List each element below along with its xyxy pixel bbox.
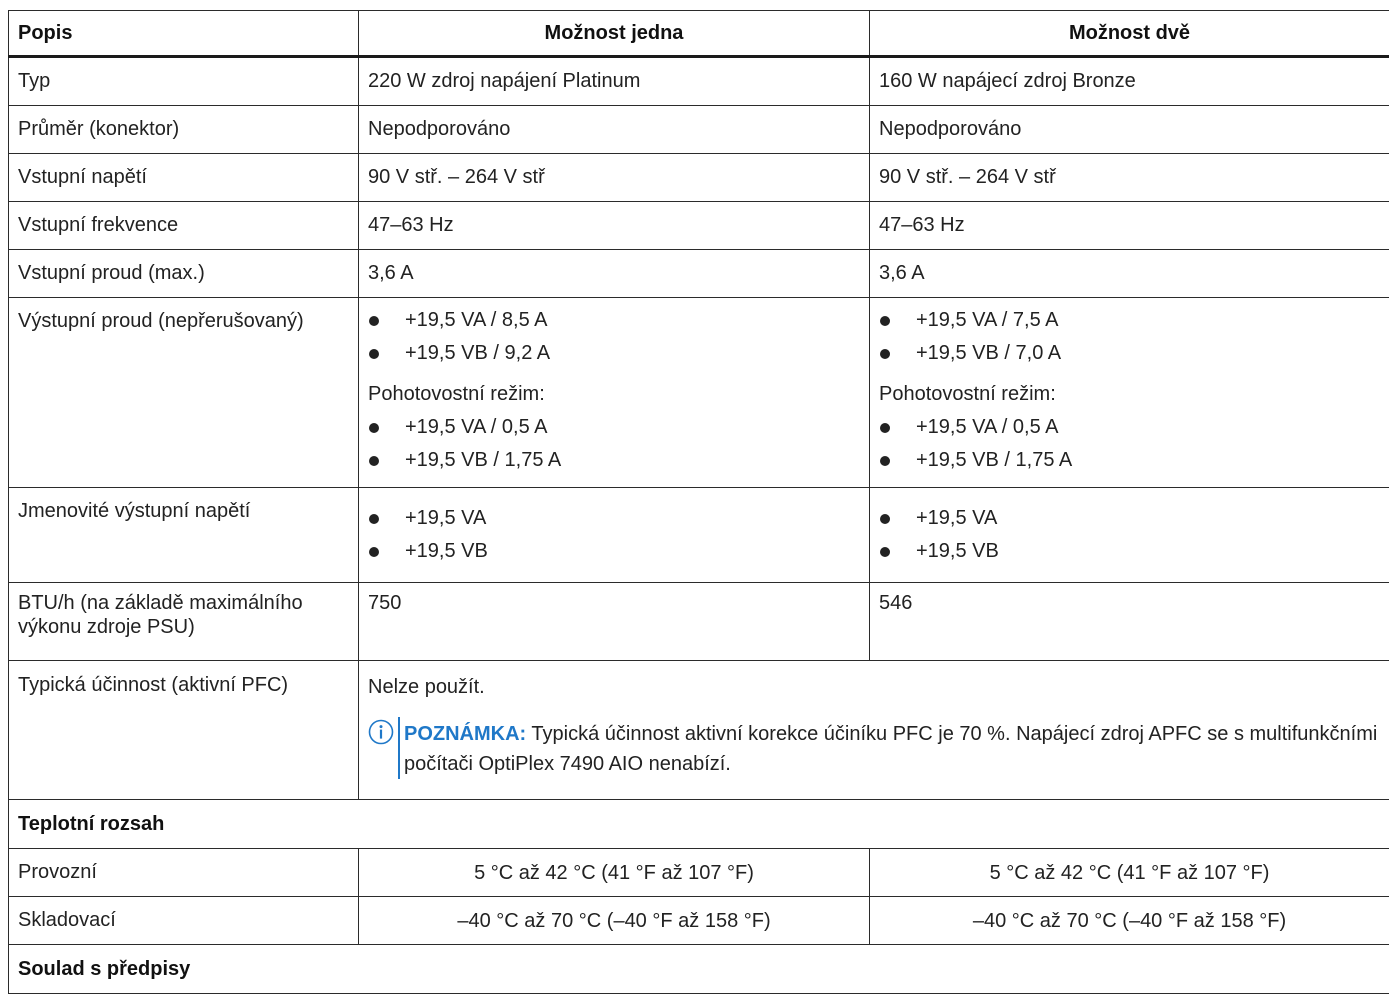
bullet-icon: [369, 349, 379, 359]
list-item: +19,5 VB / 1,75 A: [368, 444, 860, 477]
row-label-output-current: Výstupní proud (nepřerušovaný): [9, 298, 359, 488]
efficiency-value: Nelze použít.: [368, 675, 1380, 699]
table-row: [9, 897, 1389, 945]
standby-label: Pohotovostní režim:: [879, 378, 1380, 411]
cell-type-option-one: 220 W zdroj napájení Platinum: [359, 57, 870, 106]
bullet-icon: [369, 456, 379, 466]
row-label-input-current: Vstupní proud (max.): [9, 250, 359, 298]
row-label-connector: Průměr (konektor): [9, 106, 359, 154]
bullet-icon: [880, 423, 890, 433]
row-label-operating: Provozní: [9, 849, 359, 897]
table-row: [9, 800, 1389, 849]
cell-output-current-option-two: [870, 298, 1389, 488]
list-item: +19,5 VA: [879, 502, 1380, 535]
table-row: [9, 202, 1389, 250]
cell-connector-option-one: Nepodporováno: [359, 106, 870, 154]
bullet-icon: [369, 547, 379, 557]
cell-btu-option-two: 546: [870, 583, 1389, 661]
table-header-row: [9, 11, 1389, 57]
standby-label: Pohotovostní režim:: [368, 378, 860, 411]
cell-type-option-two: 160 W napájecí zdroj Bronze: [870, 57, 1389, 106]
output-current-list: [879, 304, 1380, 370]
row-label-input-frequency: Vstupní frekvence: [9, 202, 359, 250]
table-row: [9, 250, 1389, 298]
note-divider: [398, 717, 400, 779]
cell-connector-option-two: Nepodporováno: [870, 106, 1389, 154]
list-item: +19,5 VA: [368, 502, 860, 535]
standby-current-list: [368, 411, 860, 477]
list-item: +19,5 VB / 7,0 A: [879, 337, 1380, 370]
cell-input-voltage-option-one: 90 V stř. – 264 V stř: [359, 154, 870, 202]
note-paragraph: [404, 719, 1380, 779]
row-label-rated-output-voltage: Jmenovité výstupní napětí: [9, 488, 359, 583]
header-description: Popis: [9, 11, 359, 57]
standby-current-list: [879, 411, 1380, 477]
list-item: +19,5 VA / 0,5 A: [879, 411, 1380, 444]
rated-voltage-list: [879, 502, 1380, 568]
table-row: [9, 945, 1389, 994]
bullet-icon: [880, 547, 890, 557]
cell-input-frequency-option-one: 47–63 Hz: [359, 202, 870, 250]
cell-btu-option-one: 750: [359, 583, 870, 661]
header-option-one: Možnost jedna: [359, 11, 870, 57]
table-row: [9, 661, 1389, 800]
section-temperature-range: Teplotní rozsah: [9, 800, 1389, 849]
list-item: +19,5 VB: [368, 535, 860, 568]
output-current-list: [368, 304, 860, 370]
rated-voltage-list: [368, 502, 860, 568]
cell-operating-option-two: 5 °C až 42 °C (41 °F až 107 °F): [870, 849, 1389, 897]
cell-rated-output-voltage-option-two: [870, 488, 1389, 583]
row-label-btu: BTU/h (na základě maximálního výkonu zdroje PSU): [9, 583, 359, 661]
row-label-type: Typ: [9, 57, 359, 106]
cell-storage-option-one: –40 °C až 70 °C (–40 °F až 158 °F): [359, 897, 870, 945]
note-text: Typická účinnost aktivní korekce účiníku PFC je 70 %. Napájecí zdroj APFC se s multifunkčními počítači OptiPlex 7490 AIO nenabízí.: [404, 723, 1377, 775]
section-regulatory-compliance: Soulad s předpisy: [9, 945, 1389, 994]
bullet-icon: [369, 514, 379, 524]
cell-operating-option-one: 5 °C až 42 °C (41 °F až 107 °F): [359, 849, 870, 897]
table-row: [9, 583, 1389, 661]
cell-input-voltage-option-two: 90 V stř. – 264 V stř: [870, 154, 1389, 202]
row-label-storage: Skladovací: [9, 897, 359, 945]
table-row: [9, 488, 1389, 583]
bullet-icon: [880, 316, 890, 326]
cell-typical-efficiency: [359, 661, 1389, 800]
table-row: [9, 849, 1389, 897]
bullet-icon: [880, 456, 890, 466]
cell-input-current-option-two: 3,6 A: [870, 250, 1389, 298]
list-item: +19,5 VB: [879, 535, 1380, 568]
power-supply-spec-table-container: [8, 10, 1389, 994]
list-item: +19,5 VA / 0,5 A: [368, 411, 860, 444]
table-row: [9, 154, 1389, 202]
row-label-input-voltage: Vstupní napětí: [9, 154, 359, 202]
list-item: +19,5 VB / 9,2 A: [368, 337, 860, 370]
cell-input-frequency-option-two: 47–63 Hz: [870, 202, 1389, 250]
bullet-icon: [880, 349, 890, 359]
table-row: [9, 298, 1389, 488]
info-circle-icon: [368, 719, 394, 745]
list-item: +19,5 VA / 8,5 A: [368, 304, 860, 337]
table-row: [9, 106, 1389, 154]
note-label: POZNÁMKA:: [404, 723, 526, 745]
header-option-two: Možnost dvě: [870, 11, 1389, 57]
note-box: [368, 719, 1380, 779]
bullet-icon: [880, 514, 890, 524]
list-item: +19,5 VA / 7,5 A: [879, 304, 1380, 337]
cell-output-current-option-one: [359, 298, 870, 488]
bullet-icon: [369, 423, 379, 433]
list-item: +19,5 VB / 1,75 A: [879, 444, 1380, 477]
bullet-icon: [369, 316, 379, 326]
cell-storage-option-two: –40 °C až 70 °C (–40 °F až 158 °F): [870, 897, 1389, 945]
power-supply-spec-table: [8, 10, 1389, 994]
table-row: [9, 57, 1389, 106]
row-label-typical-efficiency: Typická účinnost (aktivní PFC): [9, 661, 359, 800]
cell-input-current-option-one: 3,6 A: [359, 250, 870, 298]
cell-rated-output-voltage-option-one: [359, 488, 870, 583]
